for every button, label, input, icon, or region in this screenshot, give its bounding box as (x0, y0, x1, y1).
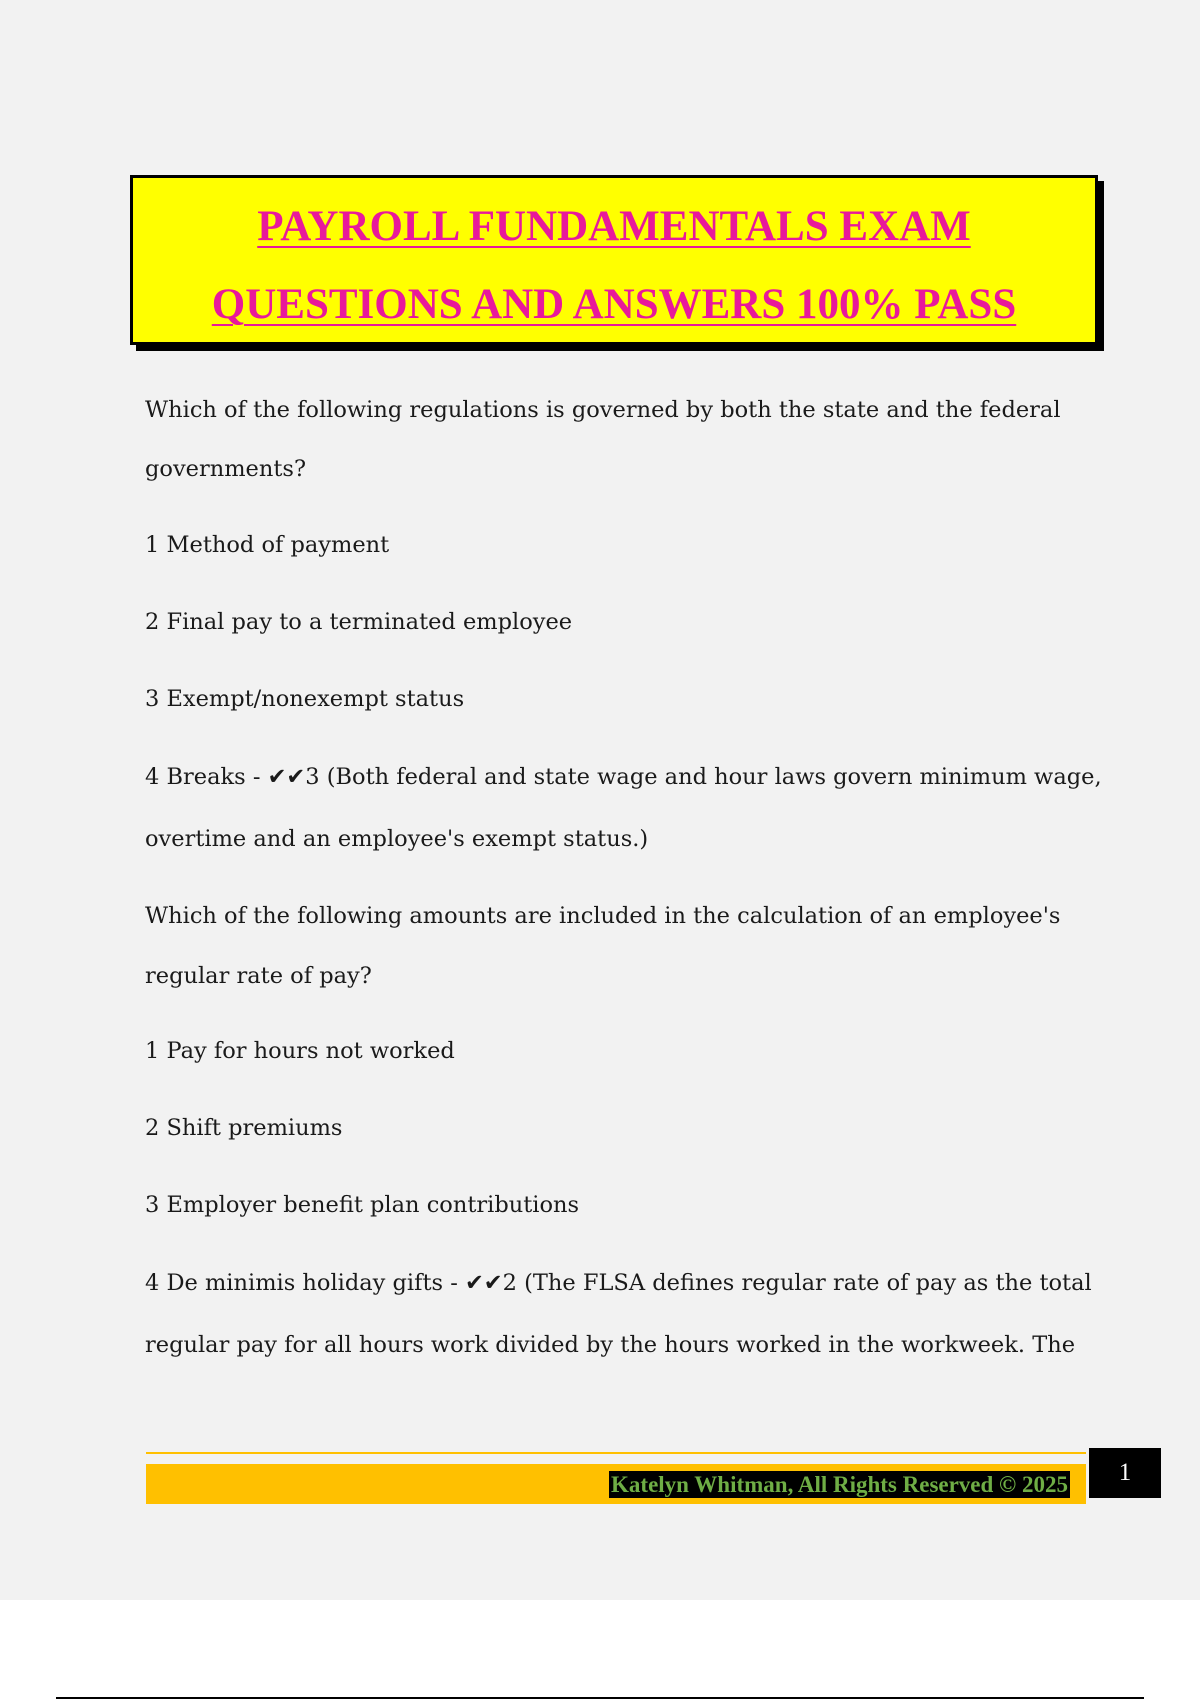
document-title-line-1: PAYROLL FUNDAMENTALS EXAM (257, 203, 971, 250)
question-2-option-3: 3 Employer benefit plan contributions (145, 1192, 580, 1218)
footer-bar (146, 1464, 1086, 1504)
page-number: 1 (1089, 1448, 1161, 1498)
question-1-option-2: 2 Final pay to a terminated employee (145, 609, 573, 635)
page-bottom-rule (56, 1697, 1144, 1699)
question-1-option-3: 3 Exempt/nonexempt status (145, 686, 465, 712)
question-2-option-2: 2 Shift premiums (145, 1115, 343, 1141)
question-1-text-cont: governments? (145, 456, 307, 482)
title-box (130, 175, 1098, 345)
question-1-text: Which of the following regulations is governed by both the state and the federal (145, 397, 1061, 423)
question-2-text: Which of the following amounts are included in the calculation of an employee's (145, 903, 1061, 929)
question-2-option-4-answer: 4 De minimis holiday gifts - ✔✔2 (The FLSA defines regular rate of pay as the total (145, 1270, 1092, 1296)
question-1-option-1: 1 Method of payment (145, 532, 390, 558)
footer-rule (146, 1452, 1086, 1454)
question-2-option-1: 1 Pay for hours not worked (145, 1038, 455, 1064)
footer-copyright: Katelyn Whitman, All Rights Reserved © 2025 (611, 1472, 1068, 1497)
question-2-answer-cont: regular pay for all hours work divided by the hours worked in the workweek. The (145, 1332, 1076, 1358)
question-1-answer-cont: overtime and an employee's exempt status.) (145, 826, 649, 852)
question-2-text-cont: regular rate of pay? (145, 963, 372, 989)
question-1-option-4-answer: 4 Breaks - ✔✔3 (Both federal and state wage and hour laws govern minimum wage, (145, 764, 1102, 790)
document-title-line-2: QUESTIONS AND ANSWERS 100% PASS (211, 281, 1017, 328)
